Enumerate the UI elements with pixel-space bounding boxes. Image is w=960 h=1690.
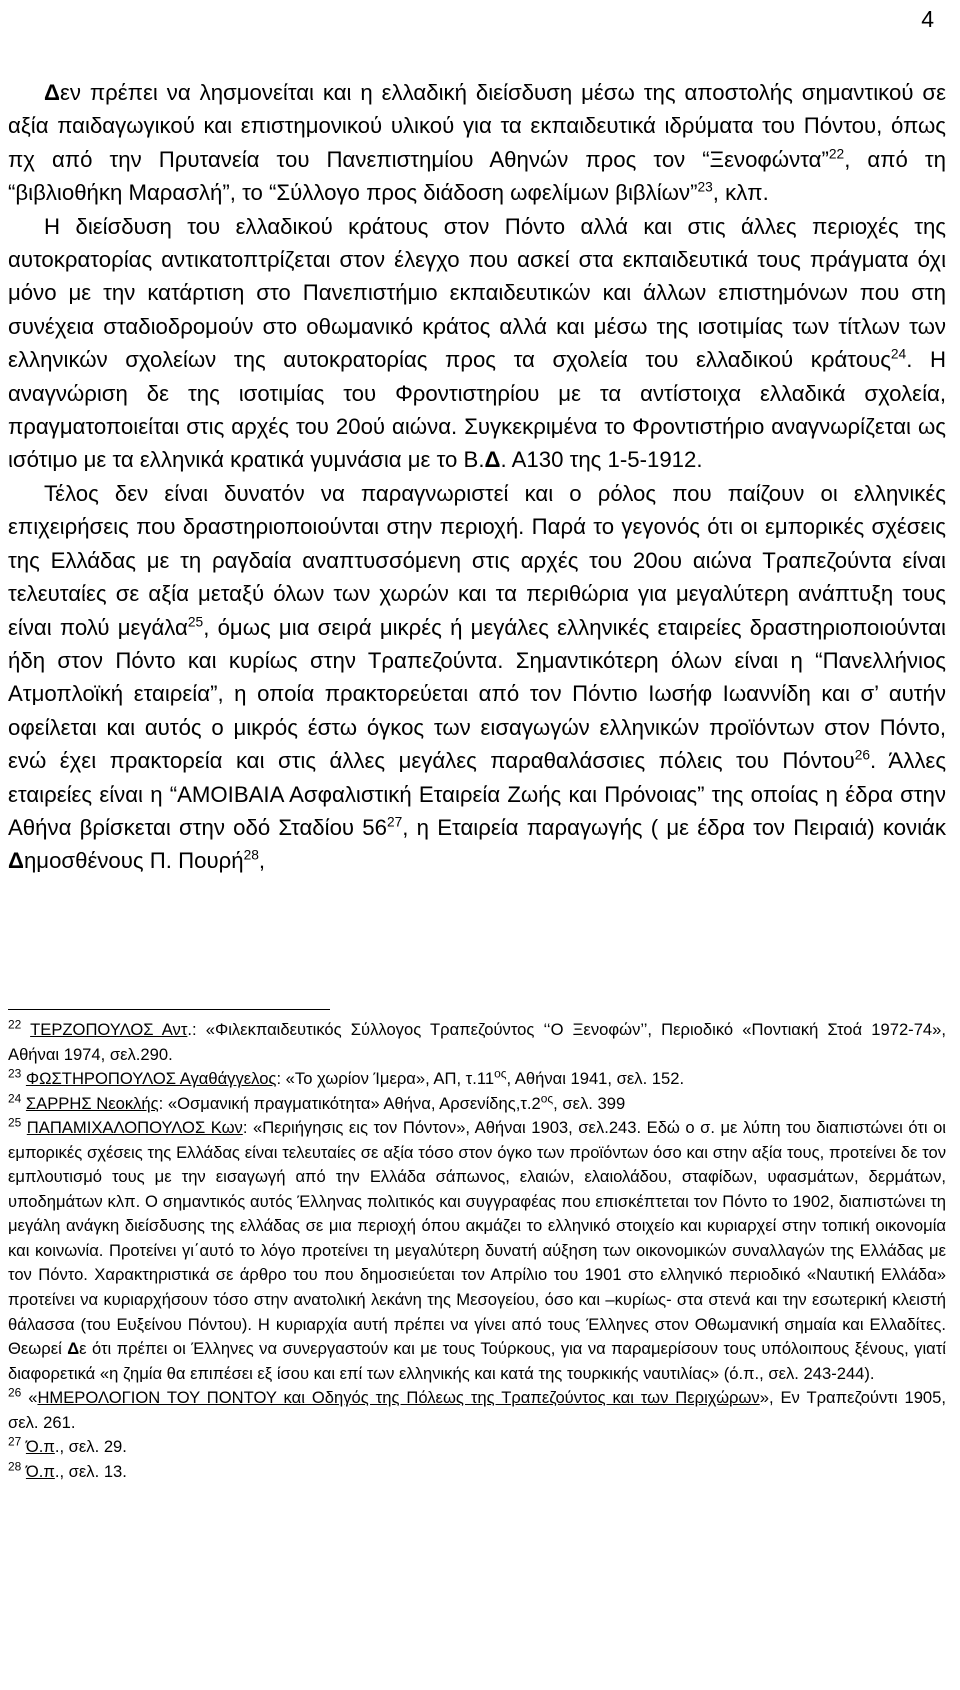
footnote-text: ., σελ. 29. bbox=[54, 1437, 127, 1457]
footnote-ref[interactable]: 28 bbox=[243, 847, 259, 863]
footnote-26 bbox=[8, 1386, 946, 1435]
footnote-number: 26 bbox=[8, 1385, 22, 1400]
text-run: , κλπ. bbox=[712, 180, 769, 206]
footnote-author[interactable]: Ό.π bbox=[25, 1437, 55, 1457]
footnotes bbox=[8, 1018, 946, 1484]
footnote-text: », Εν Τραπεζούντι 1905, σελ. 261. bbox=[8, 1388, 946, 1432]
footnote-ref[interactable]: 22 bbox=[828, 146, 845, 162]
footnote-number: 22 bbox=[8, 1017, 22, 1032]
footnote-text: ε ότι πρέπει οι Έλληνες να συνεργαστούν και με τους Τούρκους, για να παραμερίσουν τους υπόλοιπους ξένους, γιατί διαφορετικά «η ζημία θα επιπέσει εξ ίσου και επί των ελληνικής και κατά της τουρκικής ναυτιλίας» (ό.π., σελ. 243-244). bbox=[8, 1339, 946, 1383]
footnote-number: 23 bbox=[8, 1066, 22, 1081]
footnote-text: : «Περιήγησις εις τον Πόντον», Αθήναι 1903, σελ.243. Εδώ ο σ. με λύπη του διαπιστώνει ότι οι εμπορικές σχέσεις της Ελλάδας είναι τελευταίες σε αξία τόσο στον όγκο των προϊόντων όσο και στην αξία τους, προτείνει δε τον εμπλουτισμό τους με την εισαγωγή από την Ελλάδα σάπωνος, ελαιών, ελαιολάδου, σταφίδων, υφασμάτων, δερμάτων, υποδημάτων κλπ. Ο σημαντικός αυτός Έλληνας πολιτικός και συγγραφέας που επισκέπτεται τον Πόντο το 1902, διαπιστώνει τη μεγάλη ανάγκη διείσδυσης της ελλάδας σε μια περιοχή όπου ακμάζει το ελληνικό στοιχείο και κυριαρχεί στην τοπική οικονομία και κοινωνία. Προτείνει γι΄αυτό το λόγο προτείνει τη μεγαλύτερη δυνατή αύξηση των οικονομικών συναλλαγών της Ελλάδας με τον Πόντο. Χαρακτηριστικά σε άρθρο του που δημοσιεύεται τον Απρίλιο του 1901 στο ελληνικό περιοδικό «Ναυτική Ελλάδα» προτείνει να κυριαρχήσουν τόσο στην ανατολική λεκάνη της Μεσογείου, όσο και –κυρίως- στα στενά και την εσωτερική κλειστή θάλασσα (του Ευξείνου Πόντου). Η κυριαρχία αυτή πρέπει να γίνει από τους Έλληνες bbox=[8, 1118, 946, 1334]
text-run: Η διείσδυση του ελλαδικού κράτους στον Πόντο αλλά και στις άλλες περιοχές της αυτοκρατορίας αντικατοπτρίζεται στον έλεγχο που ασκεί στα εκπαιδευτικά τους πράγματα όχι μόνο με την κατάρτιση στο Πανεπιστήμιο εκπαιδευτικών και άλλων επιστημόνων που στη συνέχεια σταδιοδρομούν στο οθωμανικό κράτος αλλά και μέσω της ισοτιμίας των τίτλων των ελληνικών σχολείων της αυτοκρατορίας προς τα σχολεία του ελλαδικού κράτους bbox=[8, 213, 946, 373]
footnote-ref[interactable]: 25 bbox=[187, 613, 204, 629]
ordinal-suffix: ος bbox=[540, 1091, 554, 1106]
paragraph-1 bbox=[8, 76, 946, 210]
footnote-ref[interactable]: 26 bbox=[854, 747, 871, 763]
footnote-author[interactable]: ΤΕΡΖΟΠΟΥΛΟΣ Αντ bbox=[30, 1020, 188, 1039]
page-number: 4 bbox=[921, 6, 934, 32]
footnote-27 bbox=[8, 1435, 946, 1460]
bold-letter: Δ bbox=[44, 80, 60, 105]
footnote-text: « bbox=[28, 1388, 38, 1408]
footnote-author[interactable]: ΗΜΕΡΟΛΟΓΙΟΝ ΤΟΥ ΠΟΝΤΟΥ και Οδηγός της Πόλεως της Τραπεζούντος και των Περιχώρων bbox=[37, 1388, 760, 1408]
text-run: , η Εταιρεία παραγωγής ( με έδρα τον Πειραιά) κονιάκ bbox=[402, 814, 946, 840]
bold-letter: Δ bbox=[484, 447, 501, 473]
paragraph-2 bbox=[8, 210, 946, 477]
footnote-23 bbox=[8, 1067, 946, 1092]
footnote-28 bbox=[8, 1460, 946, 1485]
footnote-separator bbox=[8, 1009, 330, 1010]
footnote-author[interactable]: ΣΑΡΡΗΣ Νεοκλής bbox=[25, 1093, 159, 1113]
main-text bbox=[8, 76, 946, 878]
footnote-author[interactable]: ΦΩΣΤΗΡΟΠΟΥΛΟΣ Αγαθάγγελος bbox=[25, 1069, 277, 1089]
text-run: , από τη “βιβλιοθήκη Μαρασλή”, το “Σύλλογο προς διάδοση ωφελίμων βιβλίων” bbox=[8, 146, 946, 206]
footnote-author[interactable]: Ό.π bbox=[25, 1461, 55, 1481]
bold-letter: Δ bbox=[8, 848, 24, 874]
footnote-text: , Αθήναι 1941, σελ. 152. bbox=[506, 1069, 685, 1089]
footnote-ref[interactable]: 24 bbox=[890, 346, 907, 362]
text-run: . Η αναγνώριση δε της ισοτιμίας του Φροντιστηρίου με τα αντίστοιχα ελλαδικά σχολεία, πραγματοποιείται στις αρχές του 20ού αιώνα. Συγκεκριμένα το Φροντιστήριο αναγνωρίζεται ως ισότιμο με τα ελληνικά κρατικά γυμνάσια με το Β. bbox=[8, 347, 946, 473]
footnote-text: : «Το χωρίον Ίμερα», ΑΠ, τ.11 bbox=[276, 1069, 495, 1089]
footnote-ref[interactable]: 23 bbox=[697, 179, 713, 195]
ordinal-suffix: ος bbox=[494, 1066, 507, 1081]
footnote-number: 27 bbox=[8, 1434, 22, 1449]
text-run: ημοσθένους Π. Πουρή bbox=[23, 848, 244, 874]
footnote-text: ., σελ. 13. bbox=[54, 1461, 127, 1481]
footnote-text: .: «Φιλεκπαιδευτικός Σύλλογος Τραπεζούντος ‘‘Ο Ξενοφών’’, Περιοδικό «Ποντιακή Στοά 1972-74», Αθήναι 1974, σελ.290. bbox=[8, 1020, 947, 1064]
text-run: , όμως μια σειρά μικρές ή μεγάλες ελληνικές εταιρείες δραστηριοποιούνται ήδη στον Πόντο και κυρίως στην Τραπεζούντα. Σημαντικότερη όλων είναι η “Πανελλήνιος Ατμοπλοϊκή εταιρεία”, η οποία πρακτορεύεται από τον Πόντιο Ιωσήφ Ιωαννίδη και σ’ αυτήν οφείλεται και αυτός ο μικρός έστω όγκος των εισαγωγών ελληνικών προϊόντων στον Πόντο, ενώ έχει πρακτορεία και στις άλλες μεγάλες παραθαλάσσιες πόλεις του Πόντου bbox=[8, 614, 946, 774]
footnote-number: 25 bbox=[8, 1115, 22, 1130]
text-run: , bbox=[258, 848, 266, 874]
footnote-text: , σελ. 399 bbox=[553, 1093, 626, 1113]
footnote-author[interactable]: ΠΑΠΑΜΙΧΑΛΟΠΟΥΛΟΣ Κων bbox=[26, 1118, 243, 1138]
footnote-text: στον Οθωμανική σημαία και Ελλαδίτες. Θεωρεί bbox=[8, 1314, 946, 1359]
footnote-24 bbox=[8, 1092, 946, 1117]
text-run: Τέλος δεν είναι δυνατόν να παραγνωριστεί και ο ρόλος που παίζουν οι ελληνικές επιχειρήσεις που δραστηριοποιούνται στην περιοχή. Παρά το γεγονός ότι οι εμπορικές σχέσεις της Ελλάδας με τη ραγδαία αναπτυσσόμενη στις αρχές του 20ου αιώνα Τραπεζούντα είναι τελευταίες σε αξία μεταξύ όλων των χωρών και τα περιθώρια για μεγαλύτερη ανάπτυξη τους είναι πολύ μεγάλα bbox=[8, 480, 946, 640]
footnote-text: : «Οσμανική πραγματικότητα» Αθήνα, Αρσενίδης,τ.2 bbox=[158, 1093, 541, 1113]
text-run: εν πρέπει να λησμονείται και η ελλαδική διείσδυση μέσω της αποστολής σημαντικού σε αξία παιδαγωγικού και επιστημονικού υλικού για τα εκπαιδευτικά ιδρύματα του Πόντου, όπως πχ από την Πρυτανεία του Πανεπιστημίου Αθηνών προς τον “Ξενοφώντα” bbox=[8, 80, 946, 172]
footnote-number: 28 bbox=[8, 1459, 22, 1474]
footnote-number: 24 bbox=[8, 1091, 22, 1106]
text-run: . Α130 της 1-5-1912. bbox=[500, 447, 703, 473]
text-run: . Άλλες εταιρείες είναι η “ΑΜΟΙΒΑΙΑ Ασφαλιστική Εταιρεία Ζωής και Πρόνοιας” της οποίας η έδρα στην Αθήνα βρίσκεται στην οδό Σταδίου 56 bbox=[8, 748, 947, 840]
footnote-22 bbox=[8, 1018, 946, 1067]
bold-letter: Δ bbox=[67, 1339, 80, 1359]
paragraph-3 bbox=[8, 477, 946, 878]
footnote-25 bbox=[8, 1116, 946, 1386]
footnote-ref[interactable]: 27 bbox=[386, 814, 403, 830]
